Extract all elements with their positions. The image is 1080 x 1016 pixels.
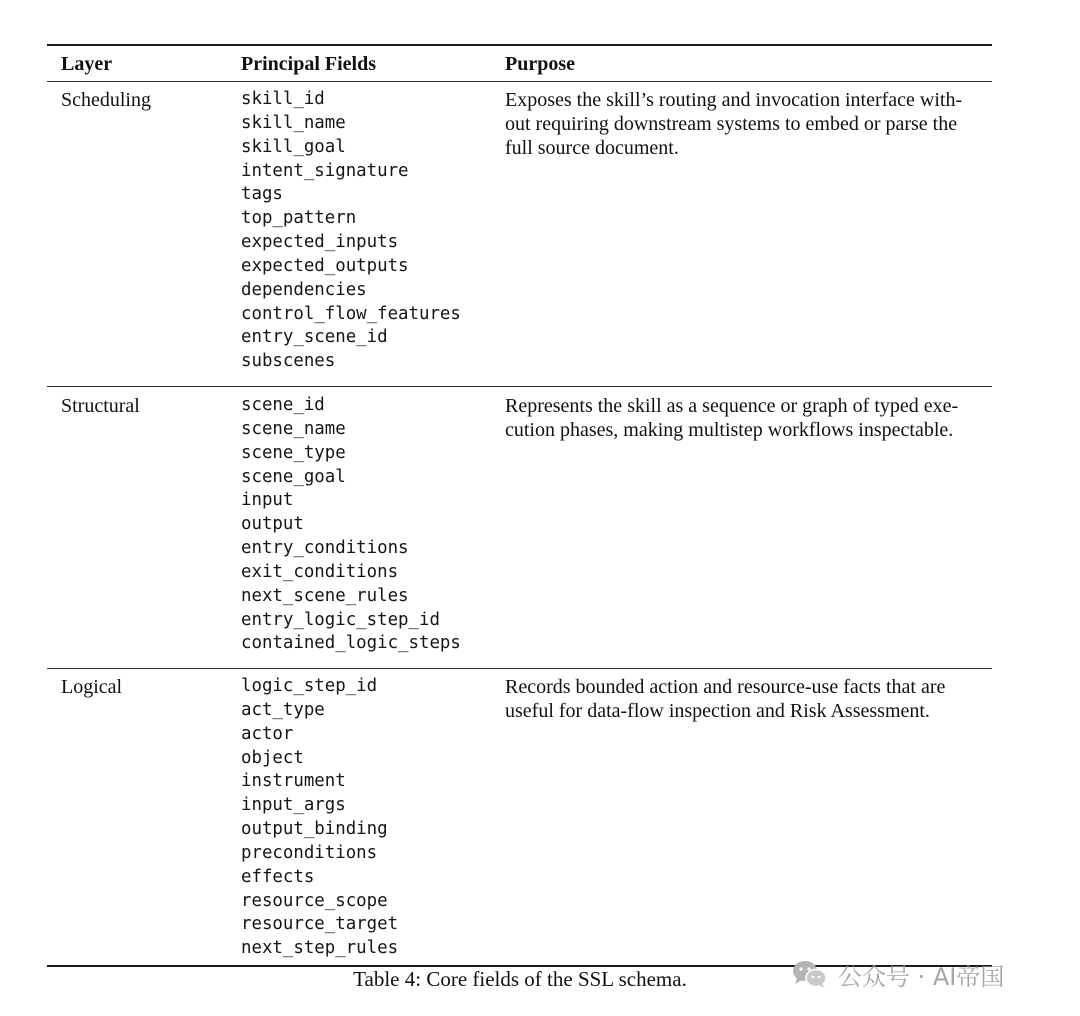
purpose-line: useful for data-flow inspection and Risk Assessment. bbox=[505, 700, 930, 723]
field-name: preconditions bbox=[241, 842, 378, 863]
row-layer-structural: Structural bbox=[61, 395, 140, 417]
field-name: skill_id bbox=[241, 89, 325, 109]
field-name: effects bbox=[241, 866, 315, 887]
table-caption: Table 4: Core fields of the SSL schema. bbox=[353, 967, 687, 991]
row-divider bbox=[47, 386, 992, 387]
field-name: resource_target bbox=[241, 914, 399, 935]
row-layer-scheduling: Scheduling bbox=[61, 89, 151, 111]
row-purpose-scheduling bbox=[505, 88, 985, 161]
purpose-line: Exposes the skill’s routing and invocation interface with- bbox=[505, 89, 963, 111]
row-layer-logical: Logical bbox=[61, 676, 123, 698]
field-name: contained_logic_steps bbox=[241, 633, 461, 654]
field-name: intent_signature bbox=[241, 160, 409, 181]
wechat-icon bbox=[792, 959, 828, 989]
field-name: output bbox=[241, 514, 304, 535]
header-principal-fields: Principal Fields bbox=[241, 53, 376, 75]
purpose-line: Records bounded action and resource-use facts that are bbox=[505, 676, 946, 698]
field-name: input_args bbox=[241, 795, 346, 816]
row-divider bbox=[47, 668, 992, 669]
field-name: scene_id bbox=[241, 395, 325, 415]
top-rule bbox=[47, 44, 992, 46]
field-name: scene_name bbox=[241, 418, 346, 439]
field-name: input bbox=[241, 490, 294, 511]
field-name: entry_logic_step_id bbox=[241, 609, 440, 630]
purpose-line: cution phases, making multistep workflows inspectable. bbox=[505, 419, 954, 442]
field-name: next_step_rules bbox=[241, 938, 399, 959]
field-name: expected_inputs bbox=[241, 232, 399, 253]
row-purpose-structural bbox=[505, 394, 985, 442]
field-name: subscenes bbox=[241, 351, 336, 372]
watermark-text: 公众号 · AI帝国 bbox=[838, 962, 1005, 991]
field-name: logic_step_id bbox=[241, 676, 378, 696]
watermark bbox=[792, 957, 1004, 991]
field-name: exit_conditions bbox=[241, 561, 399, 582]
header-layer: Layer bbox=[61, 53, 113, 75]
field-name: instrument bbox=[241, 771, 346, 792]
field-name: scene_type bbox=[241, 442, 346, 463]
field-name: resource_scope bbox=[241, 890, 388, 911]
purpose-line: Represents the skill as a sequence or graph of typed exe- bbox=[505, 395, 959, 417]
header-purpose: Purpose bbox=[505, 53, 575, 75]
field-name: output_binding bbox=[241, 819, 388, 840]
row-fields-logical bbox=[241, 675, 398, 961]
field-name: top_pattern bbox=[241, 208, 357, 229]
field-name: control_flow_features bbox=[241, 303, 461, 324]
field-name: object bbox=[241, 747, 304, 768]
row-fields-structural bbox=[241, 394, 461, 656]
field-name: skill_goal bbox=[241, 136, 346, 157]
field-name: act_type bbox=[241, 699, 325, 720]
field-name: expected_outputs bbox=[241, 255, 409, 276]
field-name: scene_goal bbox=[241, 466, 346, 487]
purpose-line: full source document. bbox=[505, 137, 679, 160]
purpose-line: out requiring downstream systems to embed or parse the bbox=[505, 113, 958, 136]
field-name: tags bbox=[241, 184, 283, 205]
field-name: skill_name bbox=[241, 112, 346, 133]
field-name: entry_scene_id bbox=[241, 327, 388, 348]
row-fields-scheduling bbox=[241, 88, 461, 374]
row-purpose-logical bbox=[505, 675, 985, 723]
field-name: next_scene_rules bbox=[241, 585, 409, 606]
field-name: dependencies bbox=[241, 279, 367, 300]
field-name: entry_conditions bbox=[241, 538, 409, 559]
field-name: actor bbox=[241, 723, 294, 744]
header-rule bbox=[47, 81, 992, 82]
